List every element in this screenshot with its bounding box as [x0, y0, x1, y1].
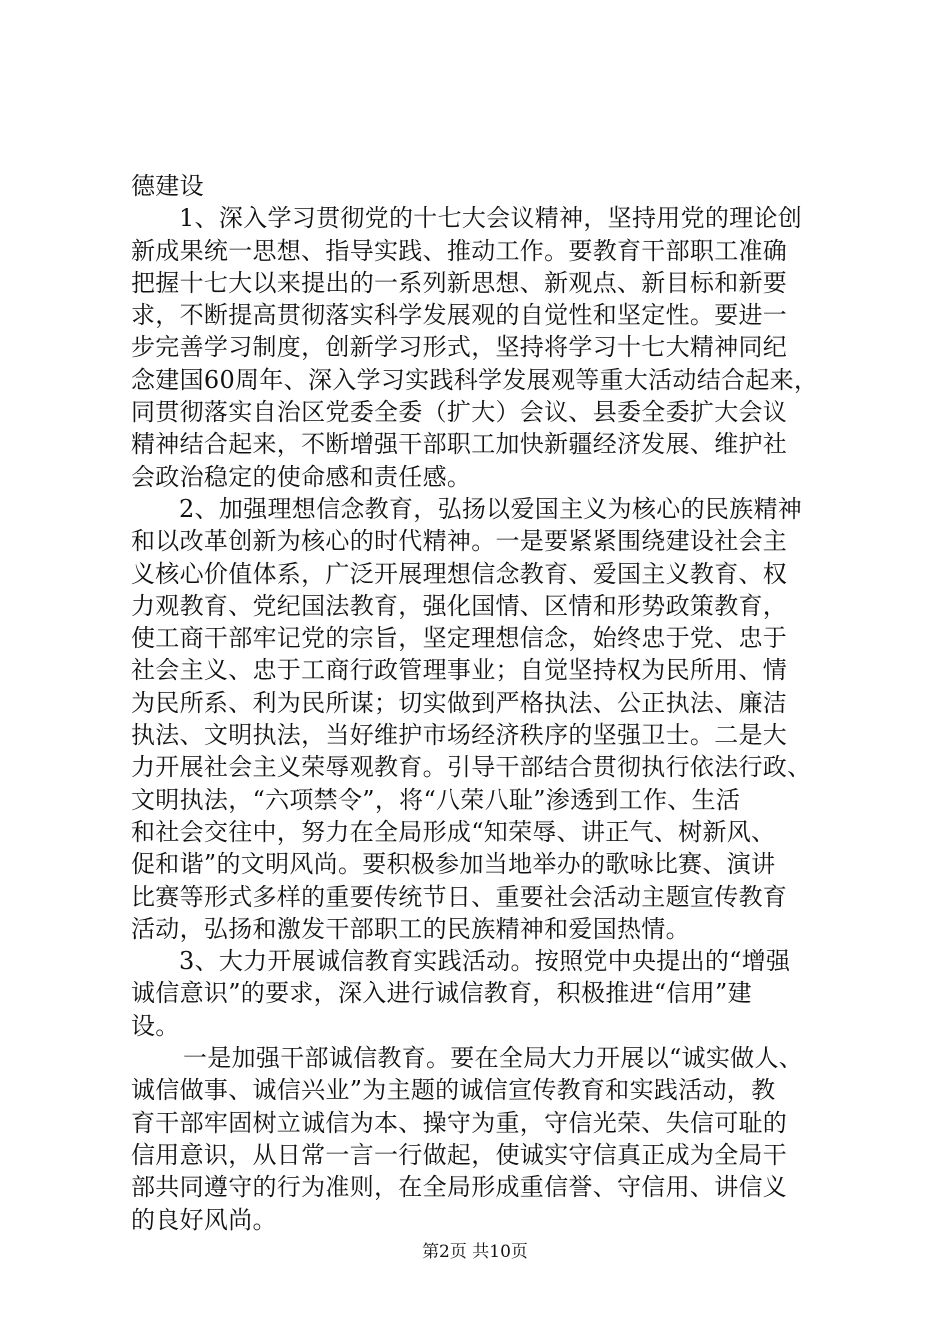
text-line: 会政治稳定的使命感和责任感。: [131, 462, 472, 491]
document-body: [131, 170, 831, 1236]
text-line: 比赛等形式多样的重要传统节日、重要社会活动主题宣传教育: [131, 882, 788, 911]
text-line: 文明执法，“六项禁令”，将“八荣八耻”渗透到工作、生活: [131, 785, 741, 814]
text-line: 为民所系、利为民所谋；切实做到严格执法、公正执法、廉洁: [131, 688, 788, 717]
text-line: 和社会交往中，努力在全局形成“知荣辱、讲正气、树新风、: [131, 817, 776, 846]
text-line: 1、深入学习贯彻党的十七大会议精神，坚持用党的理论创: [179, 204, 803, 233]
text-line: 把握十七大以来提出的一系列新思想、新观点、新目标和新要: [131, 268, 788, 297]
text-line: 念建国60周年、深入学习实践科学发展观等重大活动结合起来，: [131, 365, 819, 394]
text-line: 诚信意识”的要求，深入进行诚信教育，积极推进“信用”建: [131, 979, 752, 1008]
text-line: 促和谐”的文明风尚。要积极参加当地举办的歌咏比赛、演讲: [131, 850, 776, 879]
text-line: 设。: [131, 1011, 180, 1040]
text-line: 求，不断提高贯彻落实科学发展观的自觉性和坚定性。要进一: [131, 301, 788, 330]
text-line: 2、加强理想信念教育，弘扬以爱国主义为核心的民族精神: [179, 494, 803, 523]
text-line: 执法、文明执法，当好维护市场经济秩序的坚强卫士。二是大: [131, 721, 788, 750]
text-line: 力开展社会主义荣辱观教育。引导干部结合贯彻执行依法行政、: [131, 753, 812, 782]
text-line: 精神结合起来，不断增强干部职工加快新疆经济发展、维护社: [131, 430, 788, 459]
text-line: 步完善学习制度，创新学习形式，坚持将学习十七大精神同纪: [131, 333, 788, 362]
text-line: 诚信做事、诚信兴业”为主题的诚信宣传教育和实践活动，教: [131, 1076, 776, 1105]
text-line: 活动，弘扬和激发干部职工的民族精神和爱国热情。: [131, 914, 690, 943]
page-footer: 第2页 共10页: [422, 1242, 528, 1262]
text-line: 义核心价值体系，广泛开展理想信念教育、爱国主义教育、权: [131, 559, 788, 588]
text-line: 一是加强干部诚信教育。要在全局大力开展以“诚实做人、: [183, 1044, 804, 1073]
text-line: 和以改革创新为核心的时代精神。一是要紧紧围绕建设社会主: [131, 527, 788, 556]
text-line: 同贯彻落实自治区党委全委（扩大）会议、县委全委扩大会议: [131, 398, 788, 427]
text-line: 使工商干部牢记党的宗旨，坚定理想信念，始终忠于党、忠于: [131, 624, 788, 653]
text-line: 的良好风尚。: [131, 1205, 277, 1234]
text-line: 部共同遵守的行为准则，在全局形成重信誉、守信用、讲信义: [131, 1173, 788, 1202]
text-line: 育干部牢固树立诚信为本、操守为重，守信光荣、失信可耻的: [131, 1108, 788, 1137]
text-line: 信用意识，从日常一言一行做起，使诚实守信真正成为全局干: [131, 1140, 788, 1169]
text-line: 新成果统一思想、指导实践、推动工作。要教育干部职工准确: [131, 236, 788, 265]
text-line: 社会主义、忠于工商行政管理事业；自觉坚持权为民所用、情: [131, 656, 788, 685]
text-line: 3、大力开展诚信教育实践活动。按照党中央提出的“增强: [179, 947, 791, 976]
text-line: 力观教育、党纪国法教育，强化国情、区情和形势政策教育，: [131, 591, 788, 620]
text-line: 德建设: [131, 172, 204, 200]
